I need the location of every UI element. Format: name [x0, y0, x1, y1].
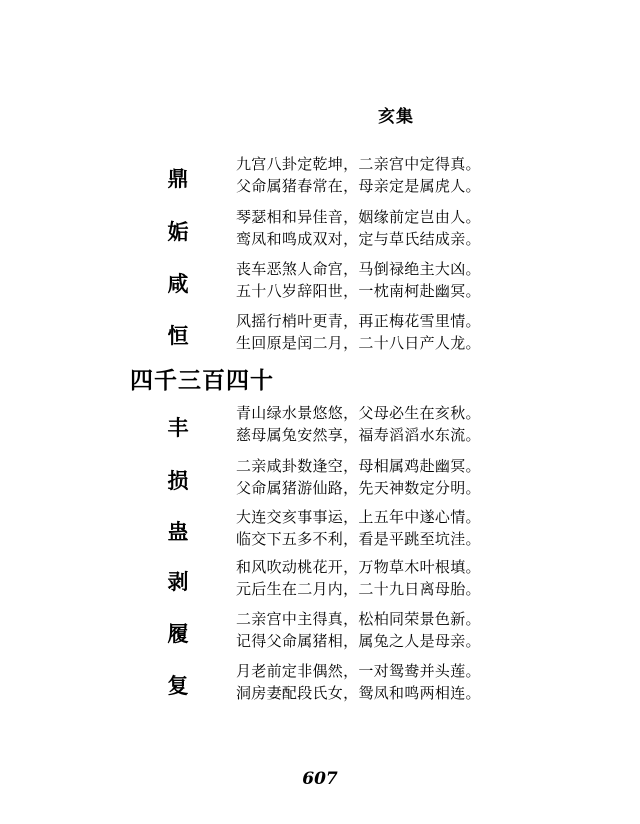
hexagram-name: 损 — [167, 468, 189, 493]
verse-line-1: 月老前定非偶然，一对鸳鸯并头莲。 — [236, 662, 481, 680]
verse-line-1: 九宫八卦定乾坤，二亲宫中定得真。 — [236, 155, 481, 173]
hexagram-entry — [0, 153, 640, 197]
verse-line-1: 青山绿水景悠悠，父母必生在亥秋。 — [236, 404, 481, 422]
hexagram-entry — [0, 258, 640, 302]
hexagram-entry — [0, 556, 640, 600]
verse-line-2: 洞房妻配段氏女，鸳凤和鸣两相连。 — [236, 684, 481, 702]
verse-line-2: 五十八岁辞阳世，一枕南柯赴幽冥。 — [236, 282, 481, 300]
page-header: 亥集 — [378, 107, 414, 127]
hexagram-name: 恒 — [167, 323, 189, 348]
verse-line-1: 风摇行梢叶更青，再正梅花雪里情。 — [236, 312, 481, 330]
verse-line-1: 大连交亥事事运，上五年中遂心情。 — [236, 508, 481, 526]
verse-line-2: 鸾凤和鸣成双对，定与草氏结成亲。 — [236, 230, 481, 248]
hexagram-name: 复 — [167, 673, 189, 698]
hexagram-entry — [0, 608, 640, 652]
verse-line-2: 元后生在二月内，二十九日离母胎。 — [236, 580, 481, 598]
hexagram-name: 履 — [167, 621, 189, 646]
hexagram-entry — [0, 206, 640, 250]
hexagram-entry — [0, 310, 640, 354]
hexagram-entry — [0, 402, 640, 446]
verse-line-2: 父命属猪春常在，母亲定是属虎人。 — [236, 177, 481, 195]
hexagram-name: 丰 — [167, 415, 189, 440]
hexagram-name: 咸 — [167, 271, 189, 296]
verse-line-2: 慈母属兔安然享，福寿滔滔水东流。 — [236, 426, 481, 444]
verse-line-1: 琴瑟相和异佳音，姻缘前定岂由人。 — [236, 208, 481, 226]
verse-line-1: 丧车恶煞人命宫，马倒禄绝主大凶。 — [236, 260, 481, 278]
hexagram-entry — [0, 506, 640, 550]
verse-line-2: 临交下五多不利，看是平跳至坑洼。 — [236, 530, 481, 548]
verse-line-1: 二亲咸卦数逢空，母相属鸡赴幽冥。 — [236, 457, 481, 475]
hexagram-entry — [0, 455, 640, 499]
hexagram-name: 鼎 — [167, 166, 189, 191]
verse-line-1: 二亲宫中主得真，松柏同荣景色新。 — [236, 610, 481, 628]
section-title: 四千三百四十 — [130, 367, 274, 394]
hexagram-name: 剥 — [167, 569, 189, 594]
page-number: 607 — [302, 769, 338, 789]
hexagram-entry — [0, 660, 640, 704]
hexagram-name: 蛊 — [167, 519, 189, 544]
verse-line-2: 记得父命属猪相，属兔之人是母亲。 — [236, 632, 481, 650]
hexagram-name: 姤 — [167, 219, 189, 244]
verse-line-1: 和风吹动桃花开，万物草木叶根填。 — [236, 558, 481, 576]
verse-line-2: 父命属猪游仙路，先天神数定分明。 — [236, 479, 481, 497]
verse-line-2: 生回原是闰二月，二十八日产人龙。 — [236, 334, 481, 352]
